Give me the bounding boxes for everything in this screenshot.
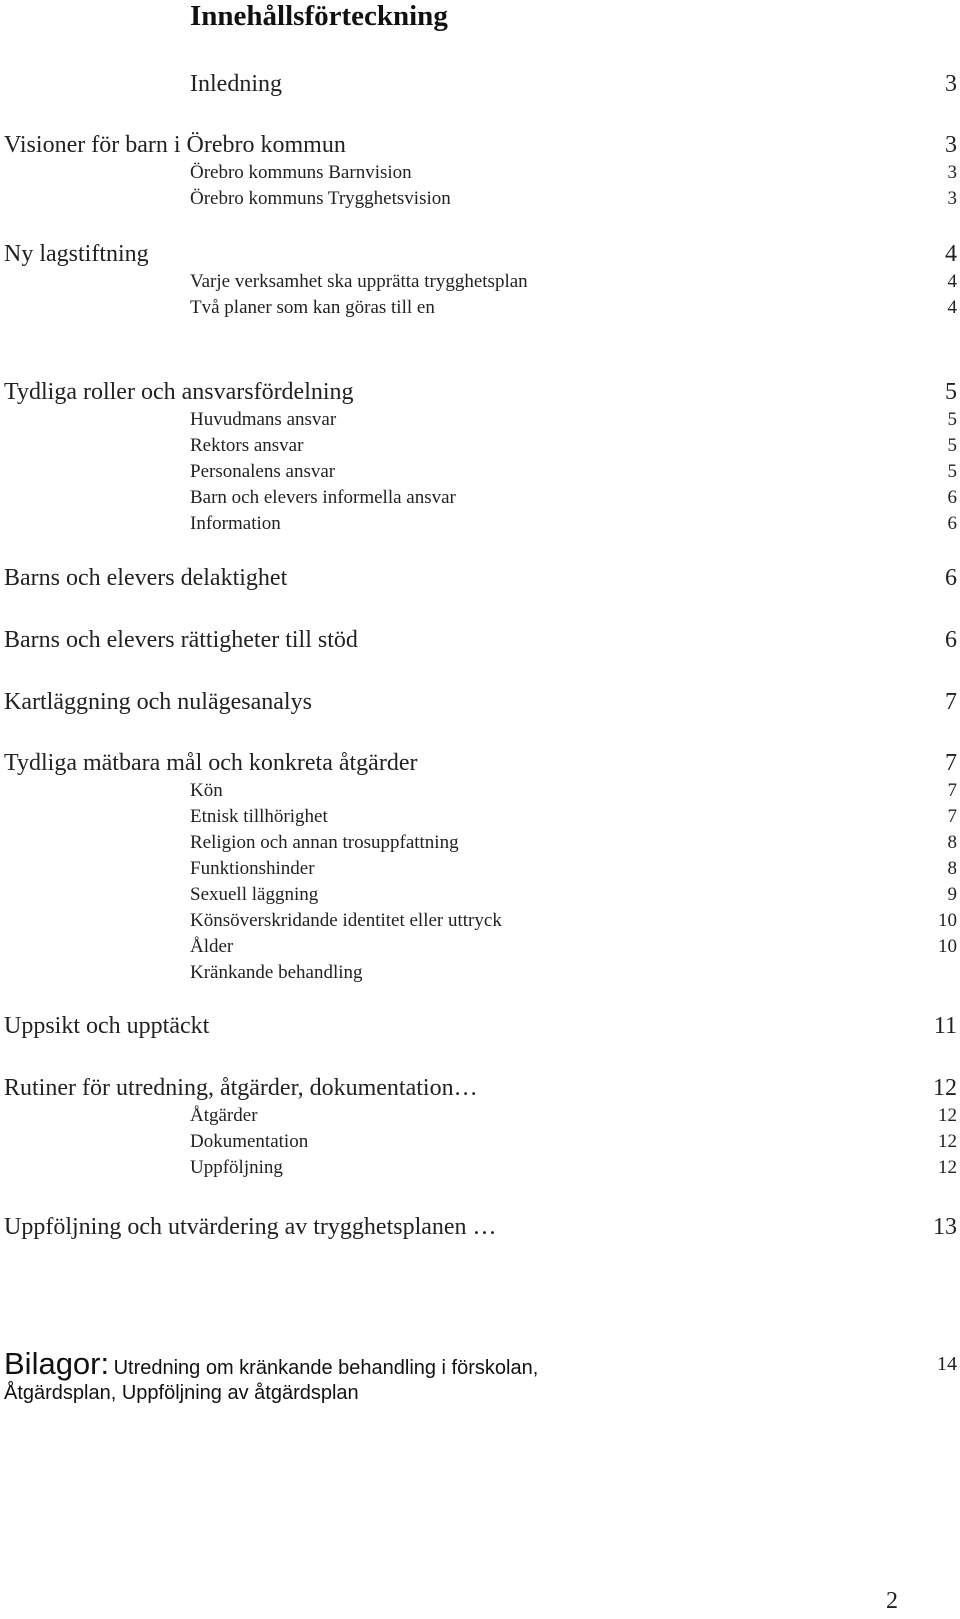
toc-subentry-tva-planer: Två planer som kan göras till en [190, 297, 435, 318]
toc-page-rektor: 5 [947, 435, 957, 456]
toc-entry-visioner: Visioner för barn i Örebro kommun [4, 132, 346, 158]
toc-page-inledning: 3 [945, 71, 957, 97]
toc-page-funktionshinder: 8 [947, 858, 957, 879]
toc-subentry-personal: Personalens ansvar [190, 461, 336, 482]
toc-subentry-rektor: Rektors ansvar [190, 435, 304, 456]
toc-subentry-informella: Barn och elevers informella ansvar [190, 487, 456, 508]
toc-entry-matbara: Tydliga mätbara mål och konkreta åtgärder [4, 750, 418, 776]
toc-subentry-konsoverskridande: Könsöverskridande identitet eller uttryck [190, 910, 502, 931]
toc-page-rutiner: 12 [933, 1075, 957, 1101]
toc-page-bilagor: 14 [937, 1353, 957, 1375]
toc-page-etnisk: 7 [947, 806, 957, 827]
toc-entry-rutiner: Rutiner för utredning, åtgärder, dokumentation… [4, 1075, 478, 1101]
toc-page-konsoverskridande: 10 [938, 910, 957, 931]
toc-page-kartlaggning: 7 [945, 689, 957, 715]
toc-subentry-uppfoljning: Uppföljning [190, 1157, 283, 1178]
toc-entry-lagstiftning: Ny lagstiftning [4, 241, 149, 267]
toc-page-religion: 8 [947, 832, 957, 853]
toc-entry-uppsikt: Uppsikt och upptäckt [4, 1013, 210, 1039]
toc-page-informella: 6 [947, 487, 957, 508]
page-number: 2 [886, 1588, 898, 1614]
toc-subentry-trygghetsplan: Varje verksamhet ska upprätta trygghetsplan [190, 271, 528, 292]
toc-page-information: 6 [947, 513, 957, 534]
toc-page-huvudman: 5 [947, 409, 957, 430]
toc-page-uppsikt: 11 [933, 1013, 957, 1039]
toc-entry-inledning: Inledning [190, 71, 282, 97]
toc-subentry-religion: Religion och annan trosuppfattning [190, 832, 459, 853]
toc-page-barnvision: 3 [947, 162, 957, 183]
toc-entry-utvardering: Uppföljning och utvärdering av trygghetsplanen … [4, 1214, 497, 1240]
toc-subentry-barnvision: Örebro kommuns Barnvision [190, 162, 412, 183]
toc-entry-rattigheter: Barns och elevers rättigheter till stöd [4, 627, 358, 653]
toc-subentry-atgarder: Åtgärder [190, 1105, 258, 1126]
bilagor-line2: Åtgärdsplan, Uppföljning av åtgärdsplan [4, 1382, 359, 1404]
toc-page-atgarder: 12 [938, 1105, 957, 1126]
toc-page-roller: 5 [945, 379, 957, 405]
toc-subentry-etnisk: Etnisk tillhörighet [190, 806, 328, 827]
bilagor-line1: Utredning om kränkande behandling i förskolan, [113, 1357, 539, 1379]
toc-page-uppfoljning: 12 [938, 1157, 957, 1178]
toc-page-visioner: 3 [945, 132, 957, 158]
bilagor-entry [4, 1346, 538, 1382]
toc-page-lagstiftning: 4 [945, 241, 957, 267]
toc-page-matbara: 7 [945, 750, 957, 776]
toc-subentry-krankande: Kränkande behandling [190, 962, 363, 983]
toc-entry-delaktighet: Barns och elevers delaktighet [4, 565, 288, 591]
document-title: Innehållsförteckning [190, 0, 448, 32]
toc-entry-roller: Tydliga roller och ansvarsfördelning [4, 379, 354, 405]
toc-entry-kartlaggning: Kartläggning och nulägesanalys [4, 689, 312, 715]
toc-subentry-information: Information [190, 513, 281, 534]
toc-page-trygghetsplan: 4 [947, 271, 957, 292]
toc-page-alder: 10 [938, 936, 957, 957]
toc-page-sexuell: 9 [947, 884, 957, 905]
toc-page-kon: 7 [947, 780, 957, 801]
toc-subentry-sexuell: Sexuell läggning [190, 884, 319, 905]
toc-subentry-kon: Kön [190, 780, 223, 801]
toc-subentry-trygghetsvision: Örebro kommuns Trygghetsvision [190, 188, 451, 209]
toc-page-tva-planer: 4 [947, 297, 957, 318]
toc-page-delaktighet: 6 [945, 565, 957, 591]
toc-subentry-alder: Ålder [190, 936, 234, 957]
toc-page-trygghetsvision: 3 [947, 188, 957, 209]
toc-subentry-dokumentation: Dokumentation [190, 1131, 309, 1152]
toc-subentry-funktionshinder: Funktionshinder [190, 858, 315, 879]
toc-subentry-huvudman: Huvudmans ansvar [190, 409, 337, 430]
toc-page-rattigheter: 6 [945, 627, 957, 653]
bilagor-heading: Bilagor: [4, 1346, 110, 1381]
toc-page-utvardering: 13 [933, 1214, 957, 1240]
toc-page-personal: 5 [947, 461, 957, 482]
toc-page-dokumentation: 12 [938, 1131, 957, 1152]
